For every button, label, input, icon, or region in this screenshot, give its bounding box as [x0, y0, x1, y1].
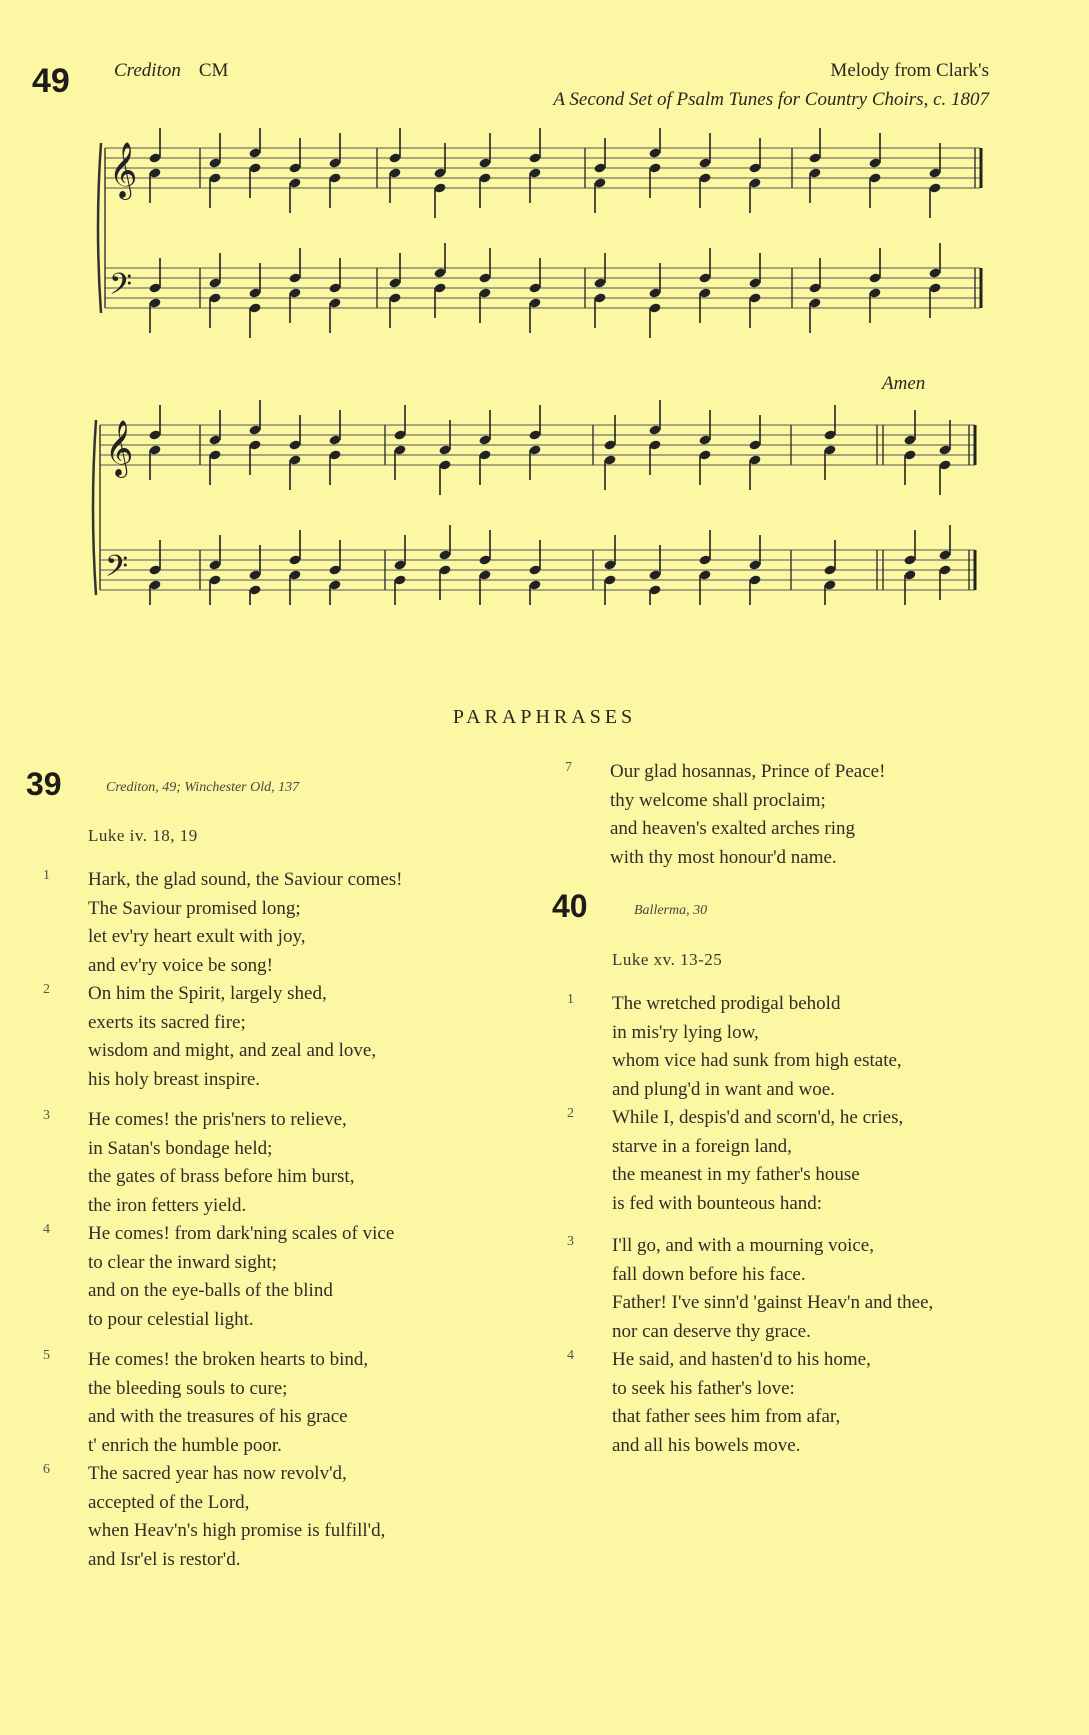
verse-line: in mis'ry lying low,: [612, 1021, 759, 1043]
verse-line: fall down before his face.: [612, 1263, 806, 1285]
verse-number: 7: [565, 760, 572, 775]
p39-verse-1: [43, 866, 403, 980]
tune-title: Crediton: [114, 60, 181, 81]
verse-line: On him the Spirit, largely shed,: [88, 983, 327, 1004]
brace-2: [93, 420, 96, 595]
music-system-1: [95, 128, 990, 338]
verse-line: and plung'd in want and woe.: [612, 1078, 835, 1100]
verse-line: with thy most honour'd name.: [610, 846, 837, 868]
bass-clef-icon: 𝄢: [109, 268, 133, 309]
bass-clef-icon-2: 𝄢: [105, 550, 129, 591]
verse-line: in Satan's bondage held;: [88, 1137, 273, 1159]
verse-line: He said, and hasten'd to his home,: [612, 1349, 871, 1370]
p39-verse-5: [43, 1346, 369, 1460]
verse-line: that father sees him from afar,: [612, 1406, 841, 1427]
verse-line: the iron fetters yield.: [88, 1194, 247, 1216]
verse-line: t' enrich the humble poor.: [88, 1434, 282, 1456]
verse-line: He comes! the broken hearts to bind,: [88, 1349, 369, 1370]
verse-line: The wretched prodigal behold: [612, 993, 841, 1014]
verse-line: While I, despis'd and scorn'd, he cries,: [612, 1107, 904, 1128]
p40-verse-1: [567, 990, 902, 1104]
p40-verse-2: [567, 1104, 904, 1218]
verse-number: 3: [43, 1108, 50, 1123]
verse-line: The sacred year has now revolv'd,: [88, 1463, 347, 1484]
verse-number: 2: [567, 1106, 574, 1121]
treble-clef-icon: 𝄞: [109, 142, 138, 198]
verse-line: is fed with bounteous hand:: [612, 1192, 823, 1214]
verse-line: the meanest in my father's house: [612, 1164, 860, 1185]
notes-1: [148, 128, 941, 338]
verse-line: the gates of brass before him burst,: [88, 1166, 355, 1187]
treble-clef-icon-2: 𝄞: [105, 420, 134, 476]
verse-number: 6: [43, 1462, 50, 1477]
verse-line: and on the eye-balls of the blind: [88, 1280, 333, 1301]
verse-line: to seek his father's love:: [612, 1377, 795, 1399]
tune-meter: CM: [198, 60, 229, 81]
verse-line: Father! I've sinn'd 'gainst Heav'n and thee,: [612, 1292, 934, 1313]
p39-verse-6: [43, 1460, 386, 1574]
verse-line: exerts its sacred fire;: [88, 1011, 246, 1033]
credit-line-2: A Second Set of Psalm Tunes for Country Choirs, c. 1807: [553, 89, 989, 110]
verse-number: 1: [43, 868, 50, 883]
verse-line: and with the treasures of his grace: [88, 1406, 348, 1427]
verse-number: 3: [567, 1234, 574, 1249]
barlines-2: [200, 425, 975, 590]
paraphrase-40-reference: Luke xv. 13-25: [612, 950, 723, 969]
paraphrase-40-number: 40: [552, 888, 588, 924]
verse-line: thy welcome shall proclaim;: [610, 789, 826, 811]
tune-name: [114, 60, 228, 82]
p40-verse-3: [567, 1232, 934, 1346]
verse-line: Our glad hosannas, Prince of Peace!: [610, 761, 886, 782]
p39-verse-7: [565, 758, 886, 872]
verse-line: wisdom and might, and zeal and love,: [88, 1040, 377, 1061]
verse-number: 4: [43, 1222, 50, 1237]
paraphrase-39-reference: Luke iv. 18, 19: [88, 826, 198, 845]
barlines-1: [200, 148, 981, 308]
verse-line: accepted of the Lord,: [88, 1491, 250, 1513]
p39-verse-3: [43, 1106, 355, 1220]
section-title: PARAPHRASES: [452, 706, 637, 728]
verse-line: when Heav'n's high promise is fulfill'd,: [88, 1520, 386, 1541]
verse-line: nor can deserve thy grace.: [612, 1320, 811, 1342]
melody-credit: [553, 56, 989, 114]
brace: [98, 143, 101, 313]
verse-line: He comes! from dark'ning scales of vice: [88, 1223, 395, 1244]
verse-line: to clear the inward sight;: [88, 1251, 277, 1273]
notes-2: [148, 400, 951, 605]
verse-line: let ev'ry heart exult with joy,: [88, 926, 306, 947]
music-system-2: [85, 400, 990, 605]
verse-line: and Isr'el is restor'd.: [88, 1548, 241, 1570]
p40-verse-4: [567, 1346, 871, 1460]
paraphrase-39-tunes: Crediton, 49; Winchester Old, 137: [106, 780, 300, 795]
verse-line: the bleeding souls to cure;: [88, 1377, 288, 1399]
verse-number: 1: [567, 992, 574, 1007]
hymn-number: 49: [32, 62, 70, 100]
verse-line: Hark, the glad sound, the Saviour comes!: [88, 869, 403, 890]
verse-line: He comes! the pris'ners to relieve,: [88, 1109, 347, 1130]
verse-line: I'll go, and with a mourning voice,: [612, 1235, 874, 1256]
verse-line: his holy breast inspire.: [88, 1068, 261, 1090]
verse-number: 2: [43, 982, 50, 997]
credit-line-1: Melody from Clark's: [830, 60, 989, 81]
bass-staff-1: [105, 268, 980, 308]
verse-line: and heaven's exalted arches ring: [610, 818, 856, 839]
p39-verse-4: [43, 1220, 395, 1334]
verse-line: The Saviour promised long;: [88, 897, 301, 919]
amen-label: Amen: [882, 373, 926, 394]
verse-line: to pour celestial light.: [88, 1308, 254, 1330]
verse-line: and ev'ry voice be song!: [88, 954, 273, 976]
p39-verse-2: [43, 980, 377, 1094]
verse-line: and all his bowels move.: [612, 1434, 801, 1456]
verse-number: 5: [43, 1348, 50, 1363]
verse-line: whom vice had sunk from high estate,: [612, 1050, 902, 1071]
treble-staff-1: [105, 148, 980, 188]
verse-number: 4: [567, 1348, 574, 1363]
verse-line: starve in a foreign land,: [612, 1135, 792, 1157]
paraphrase-40-tunes: Ballerma, 30: [634, 903, 708, 918]
paraphrase-39-number: 39: [26, 766, 62, 802]
